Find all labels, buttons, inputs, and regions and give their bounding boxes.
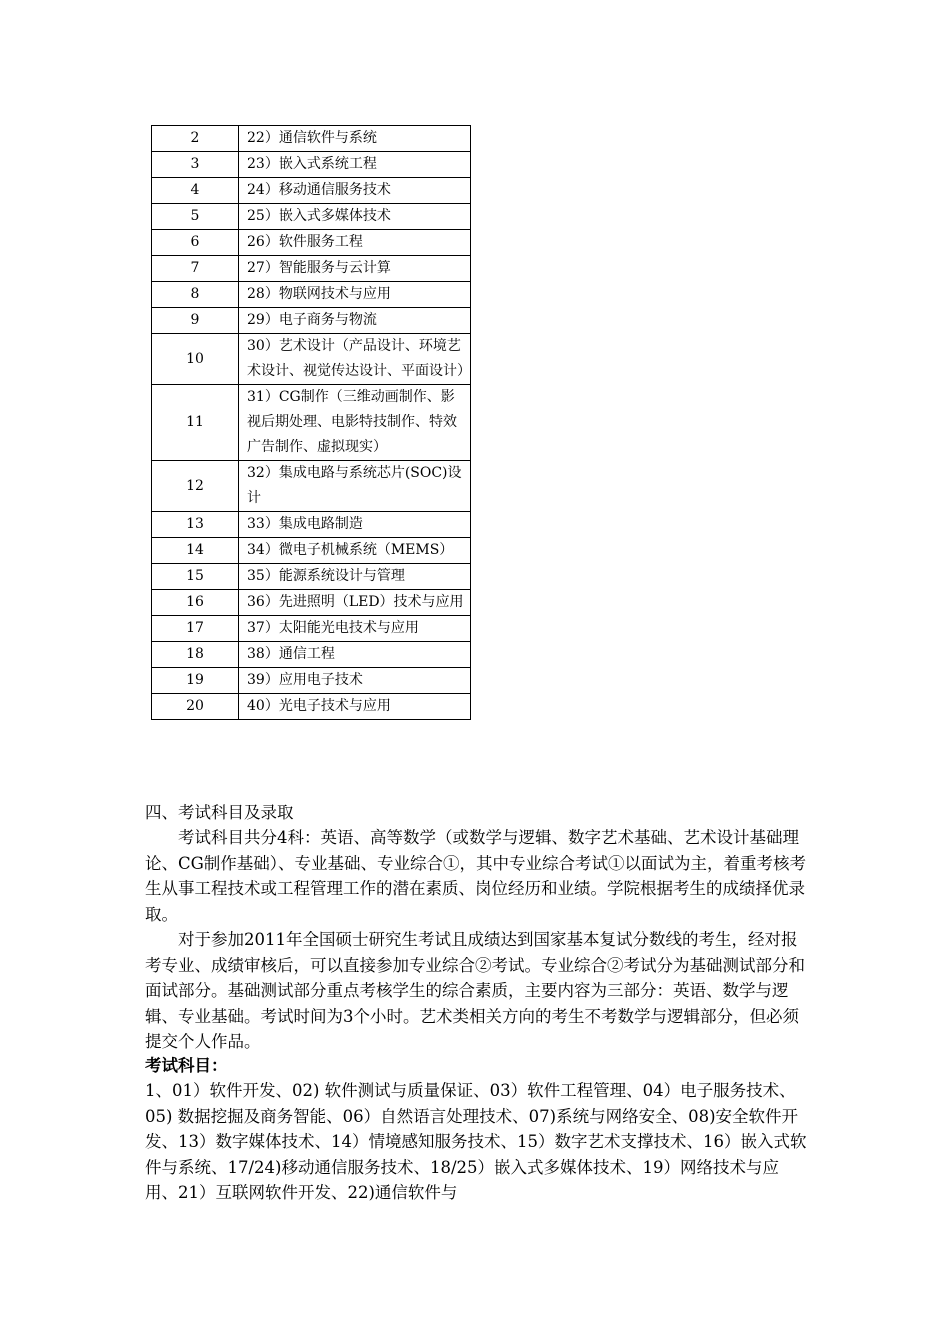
major-name: 37）太阳能光电技术与应用: [239, 616, 471, 642]
major-name: 31）CG制作（三维动画制作、影视后期处理、电影特技制作、特效广告制作、虚拟现实）: [239, 385, 471, 461]
major-name: 24）移动通信服务技术: [239, 178, 471, 204]
major-name: 33）集成电路制造: [239, 512, 471, 538]
row-number: 18: [152, 642, 239, 668]
table-row: [152, 668, 471, 694]
table-row: [152, 564, 471, 590]
table-row: [152, 590, 471, 616]
row-number: 20: [152, 694, 239, 720]
major-name: 40）光电子技术与应用: [239, 694, 471, 720]
major-name: 39）应用电子技术: [239, 668, 471, 694]
major-name: 27）智能服务与云计算: [239, 256, 471, 282]
major-name: 38）通信工程: [239, 642, 471, 668]
table-row: [152, 178, 471, 204]
row-number: 9: [152, 308, 239, 334]
major-name: 26）软件服务工程: [239, 230, 471, 256]
majors-table: [151, 125, 471, 720]
table-row: [152, 152, 471, 178]
row-number: 19: [152, 668, 239, 694]
major-name: 29）电子商务与物流: [239, 308, 471, 334]
table-row: [152, 694, 471, 720]
row-number: 4: [152, 178, 239, 204]
row-number: 13: [152, 512, 239, 538]
table-row: [152, 616, 471, 642]
row-number: 12: [152, 461, 239, 512]
table-row: [152, 461, 471, 512]
majors-table-body: [152, 126, 471, 720]
section-heading: 四、考试科目及录取: [145, 803, 294, 822]
row-number: 2: [152, 126, 239, 152]
table-row: [152, 642, 471, 668]
major-name: 23）嵌入式系统工程: [239, 152, 471, 178]
row-number: 17: [152, 616, 239, 642]
major-name: 34）微电子机械系统（MEMS）: [239, 538, 471, 564]
exam-subjects-paragraph: 考试科目共分4科：英语、高等数学（或数学与逻辑、数字艺术基础、艺术设计基础理论、CG制作基础）、专业基础、专业综合①，其中专业综合考试①以面试为主，着重考核考生从事工程技术或工程管理工作的潜在素质、岗位经历和业绩。学院根据考生的成绩择优录取。: [145, 828, 807, 924]
row-number: 16: [152, 590, 239, 616]
row-number: 10: [152, 334, 239, 385]
row-number: 7: [152, 256, 239, 282]
row-number: 5: [152, 204, 239, 230]
major-name: 25）嵌入式多媒体技术: [239, 204, 471, 230]
major-name: 30）艺术设计（产品设计、环境艺术设计、视觉传达设计、平面设计）: [239, 334, 471, 385]
table-row: [152, 308, 471, 334]
row-number: 8: [152, 282, 239, 308]
table-row: [152, 204, 471, 230]
major-name: 36）先进照明（LED）技术与应用: [239, 590, 471, 616]
table-row: [152, 538, 471, 564]
row-number: 3: [152, 152, 239, 178]
table-row: [152, 230, 471, 256]
table-row: [152, 385, 471, 461]
row-number: 14: [152, 538, 239, 564]
table-row: [152, 126, 471, 152]
table-row: [152, 282, 471, 308]
row-number: 6: [152, 230, 239, 256]
major-name: 32）集成电路与系统芯片(SOC)设计: [239, 461, 471, 512]
row-number: 11: [152, 385, 239, 461]
major-name: 22）通信软件与系统: [239, 126, 471, 152]
table-row: [152, 512, 471, 538]
admission-paragraph: 对于参加2011年全国硕士研究生考试且成绩达到国家基本复试分数线的考生，经对报考专业、成绩审核后，可以直接参加专业综合②考试。专业综合②考试分为基础测试部分和面试部分。基础测试部分重点考核学生的综合素质，主要内容为三部分：英语、数学与逻辑、专业基础。考试时间为3个小时。艺术类相关方向的考生不考数学与逻辑部分，但必须提交个人作品。: [145, 930, 805, 1051]
subjects-heading: 考试科目：: [145, 1056, 228, 1075]
subjects-list-text: 1、01）软件开发、02) 软件测试与质量保证、03）软件工程管理、04）电子服务技术、05) 数据挖掘及商务智能、06）自然语言处理技术、07)系统与网络安全、08)安全软件开发、13）数字媒体技术、14）情境感知服务技术、15）数字艺术支撑技术、16）嵌入式软件与系统、17/24)移动通信服务技术、18/25）嵌入式多媒体技术、19）网络技术与应用、21）互联网软件开发、22)通信软件与: [145, 1081, 807, 1202]
major-name: 28）物联网技术与应用: [239, 282, 471, 308]
row-number: 15: [152, 564, 239, 590]
table-row: [152, 256, 471, 282]
major-name: 35）能源系统设计与管理: [239, 564, 471, 590]
table-row: [152, 334, 471, 385]
